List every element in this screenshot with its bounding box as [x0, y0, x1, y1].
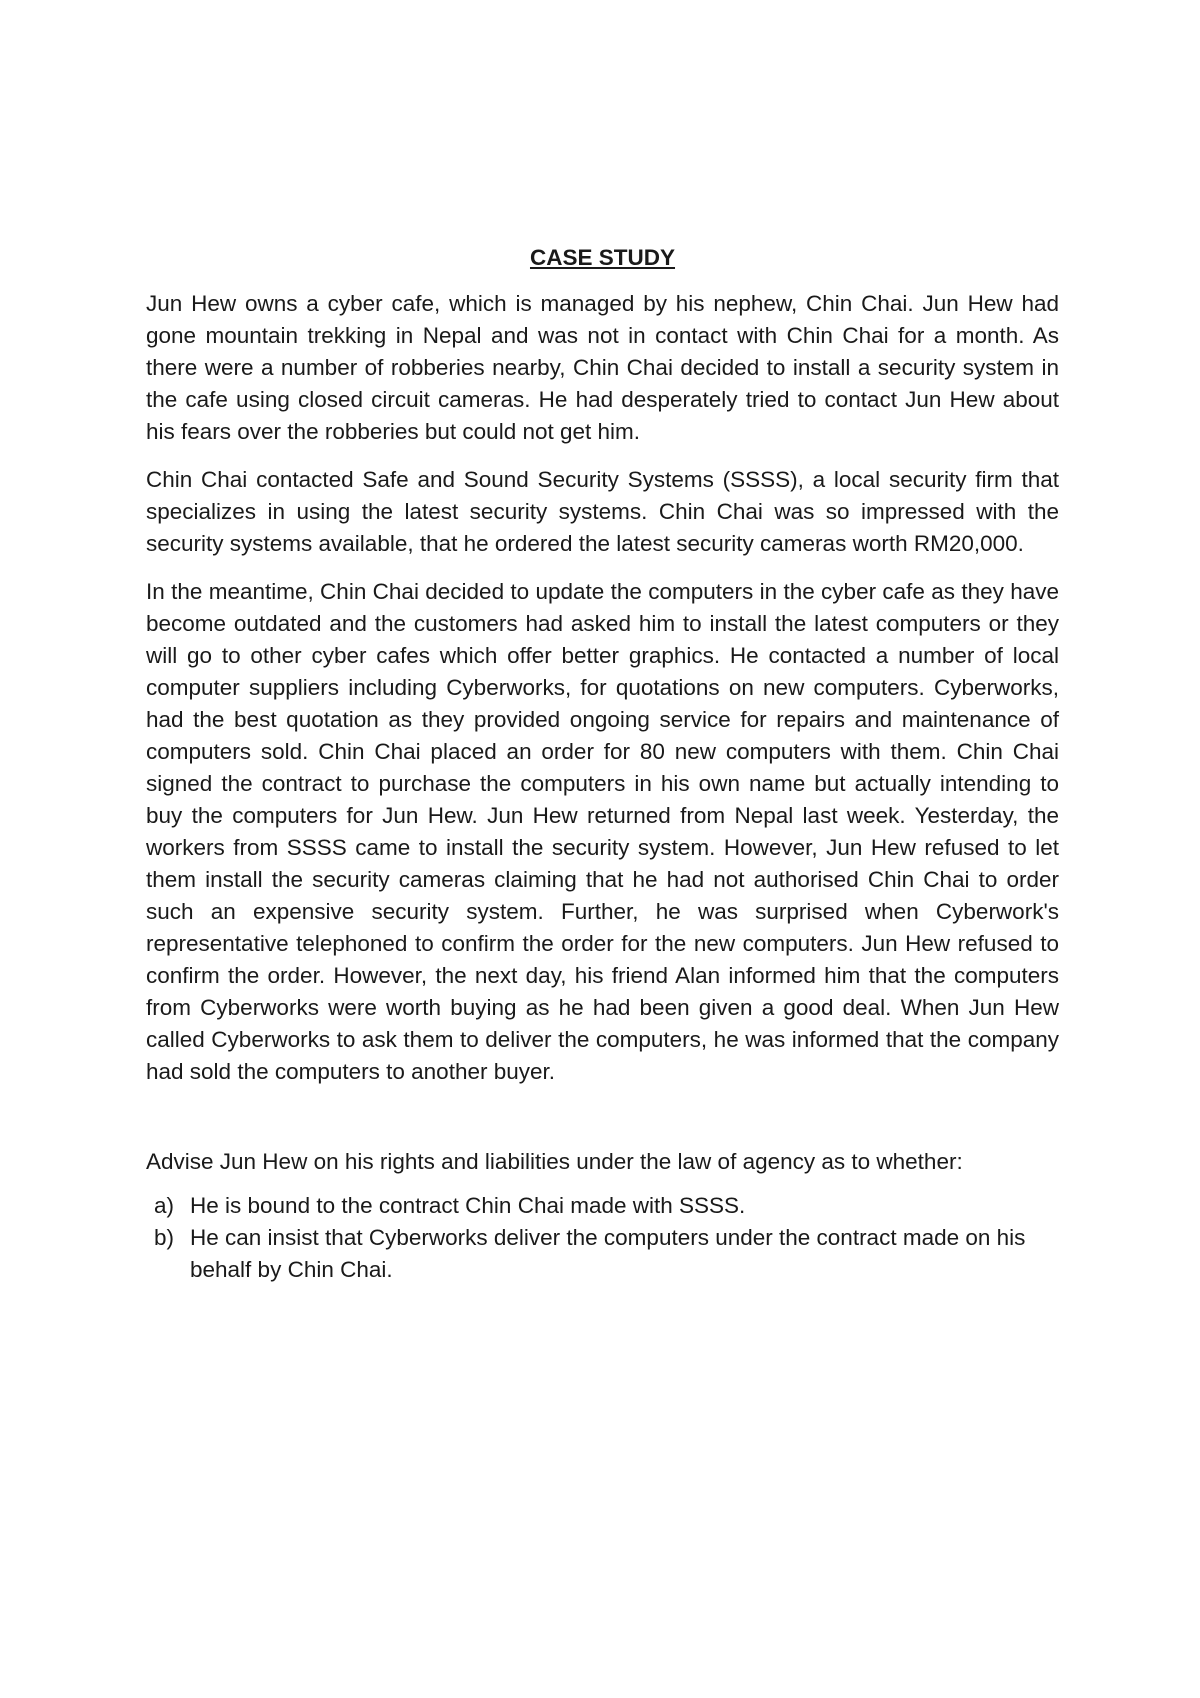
paragraph-security-order: Chin Chai contacted Safe and Sound Security Systems (SSSS), a local security firm that specializes in using the latest security systems. Chin Chai was so impressed with the security systems available, that he ordered the latest security cameras worth RM20,000.	[146, 467, 1059, 556]
option-marker: a)	[154, 1193, 175, 1218]
option-text: He is bound to the contract Chin Chai made with SSSS.	[190, 1193, 746, 1218]
option-b	[146, 1222, 1059, 1286]
document-title: CASE STUDY	[529, 245, 676, 270]
question-prompt: Advise Jun Hew on his rights and liabilities under the law of agency as to whether:	[146, 1149, 963, 1174]
option-marker: b)	[154, 1225, 175, 1250]
paragraph-intro: Jun Hew owns a cyber cafe, which is managed by his nephew, Chin Chai. Jun Hew had gone mountain trekking in Nepal and was not in contact with Chin Chai for a month. As there were a number of robberies nearby, Chin Chai decided to install a security system in the cafe using closed circuit cameras. He had desperately tried to contact Jun Hew about his fears over the robberies but could not get him.	[146, 291, 1059, 444]
option-text: He can insist that Cyberworks deliver the computers under the contract made on his behalf by Chin Chai.	[190, 1225, 1026, 1282]
paragraph-computers: In the meantime, Chin Chai decided to update the computers in the cyber cafe as they have become outdated and the customers had asked him to install the latest computers or they will go to other cyber cafes which offer better graphics. He contacted a number of local computer suppliers including Cyberworks, for quotations on new computers. Cyberworks, had the best quotation as they provided ongoing service for repairs and maintenance of computers sold. Chin Chai placed an order for 80 new computers with them. Chin Chai signed the contract to purchase the computers in his own name but actually intending to buy the computers for Jun Hew. Jun Hew returned from Nepal last week. Yesterday, the workers from SSSS came to install the security system. However, Jun Hew refused to let them install the security cameras claiming that he had not authorised Chin Chai to order such an expensive security system. Further, he was surprised when Cyberwork's representative telephoned to confirm the order for the new computers. Jun Hew refused to confirm the order. However, the next day, his friend Alan informed him that the computers from Cyberworks were worth buying as he had been given a good deal. When Jun Hew called Cyberworks to ask them to deliver the computers, he was informed that the company had sold the computers to another buyer.	[146, 579, 1059, 1084]
question-options	[146, 1190, 1059, 1286]
option-a	[146, 1190, 1059, 1222]
document-body	[146, 244, 1059, 1286]
